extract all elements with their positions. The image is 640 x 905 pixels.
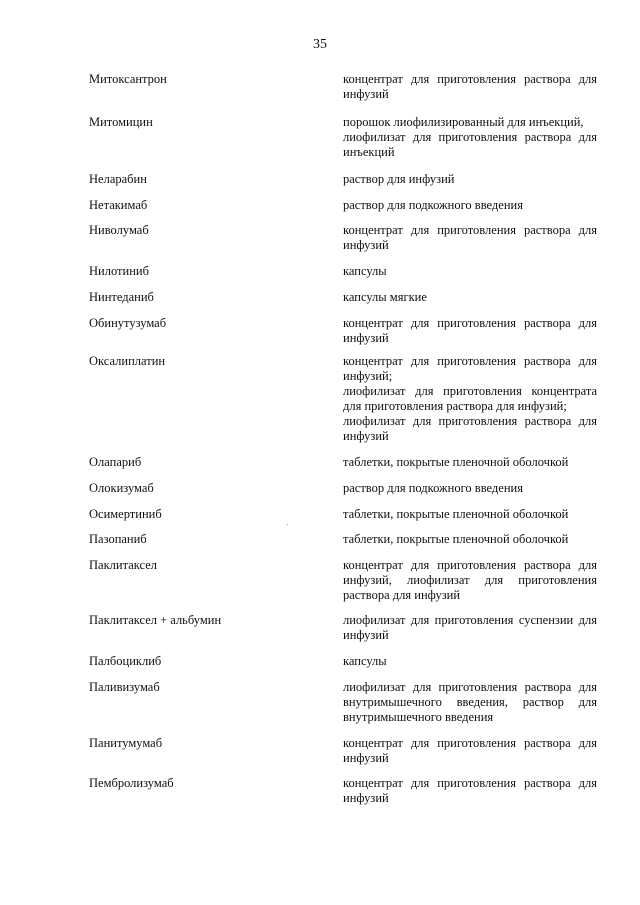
drug-name: Палбоциклиб xyxy=(89,654,162,668)
dosage-form xyxy=(343,223,597,253)
dosage-form xyxy=(343,481,597,496)
dosage-form xyxy=(343,736,597,766)
dosage-form-line: порошок лиофилизированный для инъекций, xyxy=(343,115,584,129)
drug-name: Панитумумаб xyxy=(89,736,163,750)
dosage-form xyxy=(343,72,597,102)
dosage-form-line: концентрат для приготовления раствора для инфузий xyxy=(343,736,597,765)
drug-name: Нинтеданиб xyxy=(89,290,154,304)
dosage-form-line: лиофилизат для приготовления суспензии для инфузий xyxy=(343,613,597,642)
dosage-form-line: капсулы xyxy=(343,264,387,278)
dosage-form-line: таблетки, покрытые пленочной оболочкой xyxy=(343,455,569,469)
dosage-form-line: лиофилизат для приготовления раствора для инъекций xyxy=(343,130,597,159)
dosage-form xyxy=(343,532,597,547)
drug-name: Нилотиниб xyxy=(89,264,149,278)
drug-name: Паклитаксел xyxy=(89,558,157,572)
drug-name: Ниволумаб xyxy=(89,223,149,237)
dosage-form-line: лиофилизат для приготовления раствора для внутримышечного введения, раствор для внутримышечного введения xyxy=(343,680,597,724)
drug-name: Пембролизумаб xyxy=(89,776,174,790)
drug-name: Паливизумаб xyxy=(89,680,160,694)
drug-name: Паклитаксел + альбумин xyxy=(89,613,222,627)
drug-name: Митомицин xyxy=(89,115,153,129)
drug-name: Митоксантрон xyxy=(89,72,167,86)
drug-name: Олокизумаб xyxy=(89,481,154,495)
dosage-form-line: концентрат для приготовления раствора для инфузий xyxy=(343,72,597,101)
drug-name: Неларабин xyxy=(89,172,147,186)
dosage-form-line: концентрат для приготовления раствора для инфузий xyxy=(343,223,597,252)
dosage-form-line: раствор для инфузий xyxy=(343,172,455,186)
dosage-form xyxy=(343,264,597,279)
scan-speck xyxy=(287,524,288,525)
dosage-form xyxy=(343,172,597,187)
dosage-form xyxy=(343,115,597,160)
dosage-form xyxy=(343,776,597,806)
dosage-form-line: капсулы xyxy=(343,654,387,668)
drug-name: Обинутузумаб xyxy=(89,316,167,330)
drug-name: Пазопаниб xyxy=(89,532,147,546)
dosage-form-line: лиофилизат для приготовления концентрата для приготовления раствора для инфузий; xyxy=(343,384,597,413)
dosage-form-line: концентрат для приготовления раствора для инфузий xyxy=(343,776,597,805)
dosage-form-line: раствор для подкожного введения xyxy=(343,481,523,495)
dosage-form-line: концентрат для приготовления раствора для инфузий; xyxy=(343,354,597,383)
drug-name: Осимертиниб xyxy=(89,507,162,521)
dosage-form xyxy=(343,290,597,305)
dosage-form xyxy=(343,613,597,643)
dosage-form xyxy=(343,507,597,522)
dosage-form-line: таблетки, покрытые пленочной оболочкой xyxy=(343,507,569,521)
dosage-form xyxy=(343,455,597,470)
dosage-form xyxy=(343,198,597,213)
dosage-form xyxy=(343,654,597,669)
drug-name: Нетакимаб xyxy=(89,198,148,212)
dosage-form-line: капсулы мягкие xyxy=(343,290,427,304)
dosage-form xyxy=(343,354,597,444)
dosage-form-line: таблетки, покрытые пленочной оболочкой xyxy=(343,532,569,546)
dosage-form xyxy=(343,680,597,725)
dosage-form xyxy=(343,558,597,603)
dosage-form-line: лиофилизат для приготовления раствора для инфузий xyxy=(343,414,597,443)
dosage-form-line: раствор для подкожного введения xyxy=(343,198,523,212)
dosage-form xyxy=(343,316,597,346)
page-number: 35 xyxy=(313,37,327,52)
dosage-form-line: концентрат для приготовления раствора для инфузий xyxy=(343,316,597,345)
dosage-form-line: концентрат для приготовления раствора для инфузий, лиофилизат для приготовления раствора для инфузий xyxy=(343,558,597,602)
drug-name: Олапариб xyxy=(89,455,142,469)
drug-name: Оксалиплатин xyxy=(89,354,166,368)
